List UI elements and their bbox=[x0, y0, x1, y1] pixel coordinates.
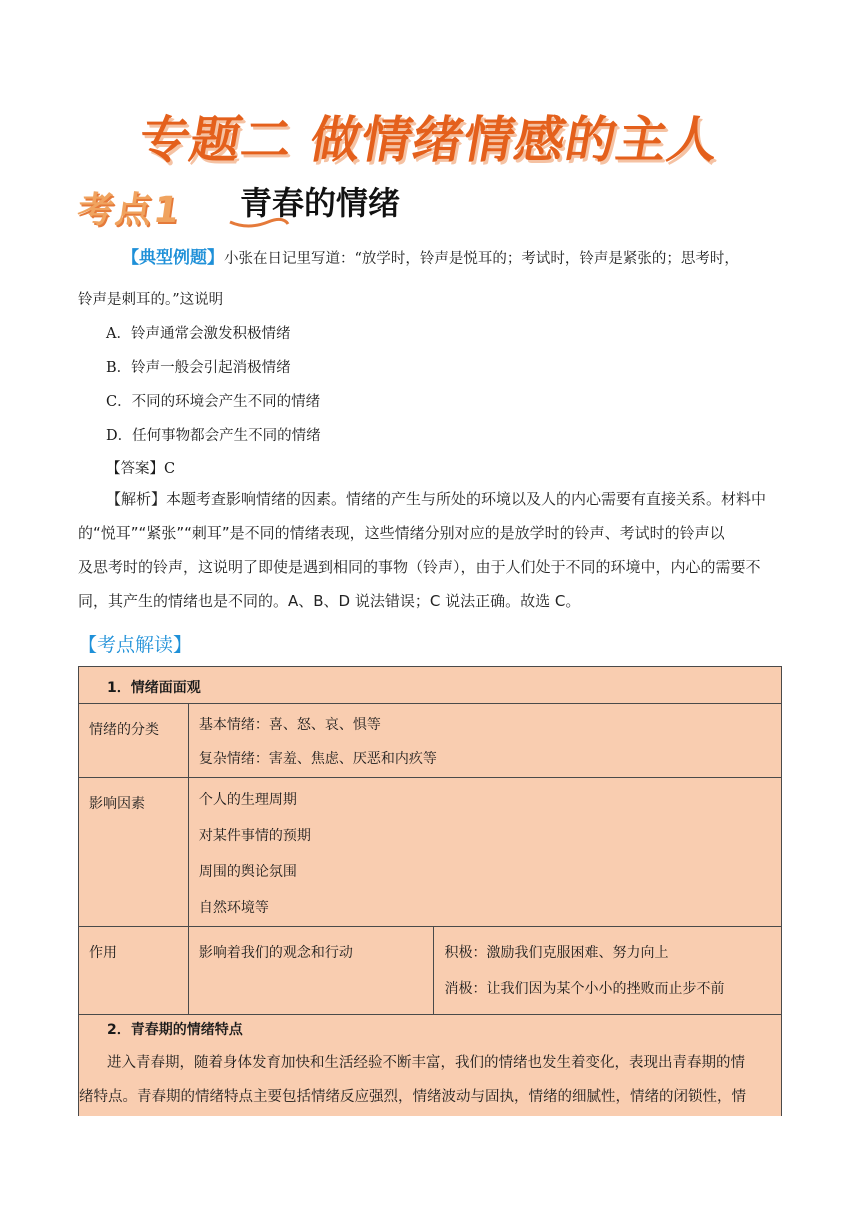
analysis-line-2: 的“悦耳”“紧张”“刺耳”是不同的情绪表现，这些情绪分别对应的是放学时的铃声、考试时的铃声以 bbox=[78, 524, 725, 542]
option-b: B．铃声一般会引起消极情绪 bbox=[106, 360, 291, 376]
list-item: 自然环境等 bbox=[198, 900, 269, 916]
section1-title: 1．情绪面面观 bbox=[107, 680, 201, 696]
list-item: 基本情绪：喜、怒、哀、惧等 bbox=[198, 717, 381, 733]
table-row bbox=[79, 778, 782, 927]
row-label: 情绪的分类 bbox=[79, 704, 189, 778]
question-line-2: 铃声是刺耳的。”这说明 bbox=[78, 292, 224, 308]
section2-title: 2．青春期的情绪特点 bbox=[107, 1022, 243, 1038]
kaodian-badge: 考点1 bbox=[74, 190, 184, 231]
row-middle: 影响着我们的观念和行动 bbox=[188, 927, 434, 1015]
section2-line-2: 绪特点。青春期的情绪特点主要包括情绪反应强烈，情绪波动与固执，情绪的细腻性，情绪的闭锁性，情 bbox=[79, 1089, 746, 1105]
emotion-table bbox=[78, 703, 782, 1015]
option-a: A．铃声通常会激发积极情绪 bbox=[106, 326, 291, 342]
row-label: 作用 bbox=[79, 927, 189, 1015]
row-content bbox=[434, 927, 782, 1015]
list-item: 积极：激励我们克服困难、努力向上 bbox=[444, 945, 669, 961]
table-row bbox=[79, 927, 782, 1015]
list-item: 个人的生理周期 bbox=[198, 792, 297, 808]
option-d: D．任何事物都会产生不同的情绪 bbox=[106, 428, 321, 444]
list-item: 周围的舆论氛围 bbox=[198, 864, 297, 880]
example-tag: 【典型例题】 bbox=[122, 248, 224, 268]
analysis-line-1: 【解析】本题考查影响情绪的因素。情绪的产生与所处的环境以及人的内心需要有直接关系。材料中 bbox=[106, 490, 767, 508]
interpretation-box bbox=[78, 666, 782, 1116]
list-item: 复杂情绪：害羞、焦虑、厌恶和内疚等 bbox=[198, 751, 437, 767]
interpretation-heading: 【考点解读】 bbox=[78, 634, 193, 656]
option-c: C．不同的环境会产生不同的情绪 bbox=[106, 394, 321, 410]
list-item: 对某件事情的预期 bbox=[198, 828, 311, 844]
section-heading: 青春的情绪 bbox=[240, 184, 401, 222]
list-item: 消极：让我们因为某个小小的挫败而止步不前 bbox=[444, 981, 725, 997]
row-content bbox=[188, 778, 781, 927]
analysis-line-3: 及思考时的铃声，这说明了即使是遇到相同的事物（铃声），由于人们处于不同的环境中，内心的需要不 bbox=[78, 558, 761, 576]
analysis-line-4: 同，其产生的情绪也是不同的。A、B、D 说法错误；C 说法正确。故选 C。 bbox=[78, 592, 581, 610]
row-content bbox=[188, 704, 781, 778]
page-title: 专题二 做情绪情感的主人 bbox=[134, 111, 725, 169]
row-label: 影响因素 bbox=[79, 778, 189, 927]
question-line-1: 小张在日记里写道：“放学时，铃声是悦耳的；考试时，铃声是紧张的；思考时， bbox=[224, 251, 739, 267]
table-row bbox=[79, 704, 782, 778]
example-question bbox=[122, 248, 739, 269]
kaodian-header bbox=[74, 178, 778, 238]
answer: 【答案】C bbox=[106, 461, 176, 477]
section2-line-1: 进入青春期，随着身体发育加快和生活经验不断丰富，我们的情绪也发生着变化，表现出青春期的情 bbox=[107, 1055, 745, 1071]
